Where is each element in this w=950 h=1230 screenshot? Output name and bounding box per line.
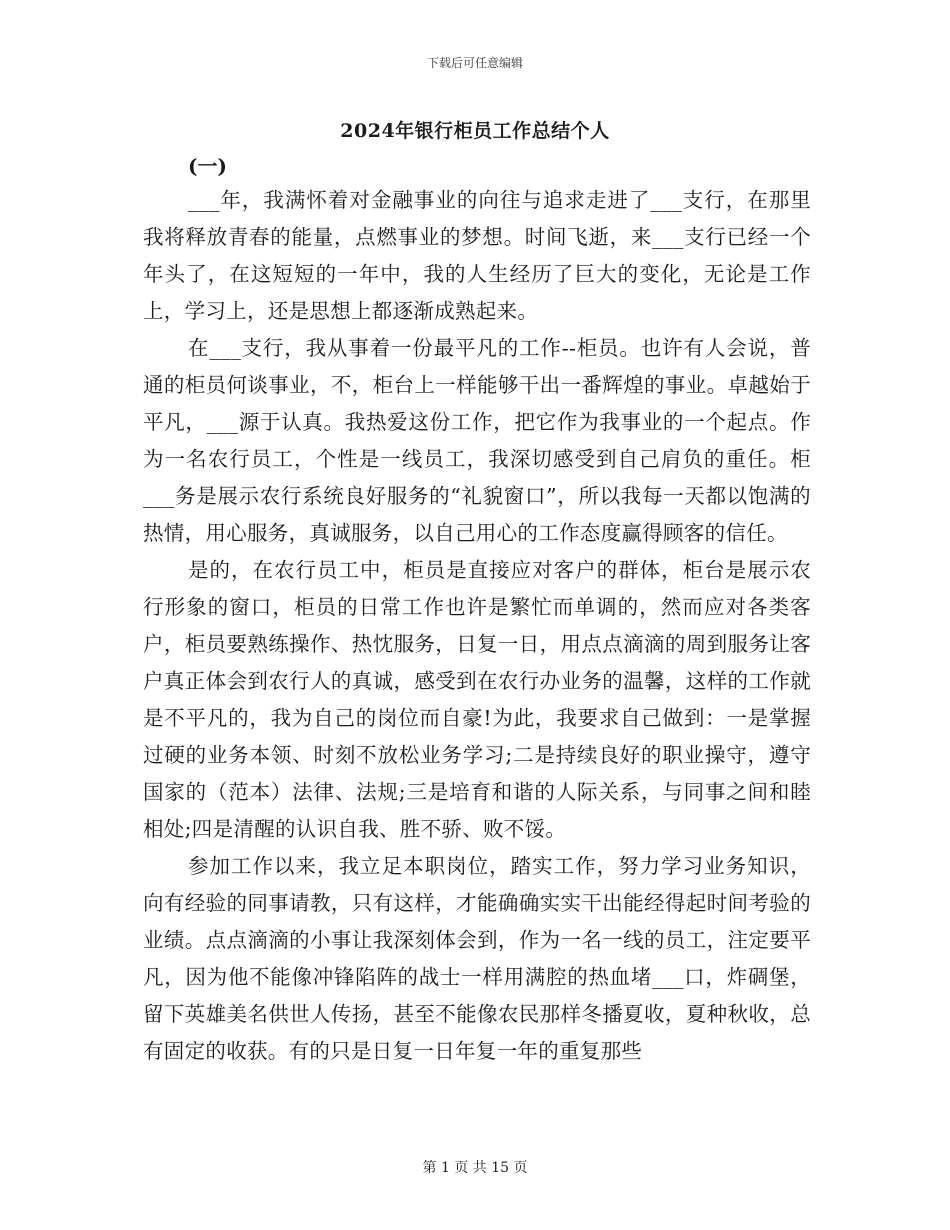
paragraph-2: 在___支行，我从事着一份最平凡的工作--柜员。也许有人会说，普通的柜员何谈事业，不，柜台上一样能够干出一番辉煌的事业。卓越始于平凡，___源于认真。我热爱这份工作，把它作为我事业的一个起点。作为一名农行员工，个性是一线员工，我深切感受到自己肩负的重任。柜___务是展示农行系统良好服务的“礼貌窗口”，所以我每一天都以饱满的热情，用心服务，真诚服务，以自己用心的工作态度赢得顾客的信任。 [143, 336, 811, 545]
paragraph-1: ___年，我满怀着对金融事业的向往与追求走进了___支行，在那里我将释放青春的能量，点燃事业的梦想。时间飞逝，来___支行已经一个年头了，在这短短的一年中，我的人生经历了巨大的变化，无论是工作上，学习上，还是思想上都逐渐成熟起来。 [143, 188, 811, 323]
document-body [143, 182, 811, 1070]
paragraph-3: 是的，在农行员工中，柜员是直接应对客户的群体，柜台是展示农行形象的窗口，柜员的日常工作也许是繁忙而单调的，然而应对各类客户，柜员要熟练操作、热忱服务，日复一日，用点点滴滴的周到服务让客户真正体会到农行人的真诚，感受到在农行办业务的温馨，这样的工作就是不平凡的，我为自己的岗位而自豪!为此，我要求自己做到：一是掌握过硬的业务本领、时刻不放松业务学习;二是持续良好的职业操守，遵守国家的（范本）法律、法规;三是培育和谐的人际关系，与同事之间和睦相处;四是清醒的认识自我、胜不骄、败不馁。 [143, 558, 811, 841]
page-number: 第 1 页 共 15 页 [422, 1160, 528, 1176]
header-note: 下载后可任意编辑 [426, 56, 523, 70]
section-label: (一) [188, 154, 227, 178]
paragraph-4: 参加工作以来，我立足本职岗位，踏实工作，努力学习业务知识，向有经验的同事请教，只有这样，才能确确实实干出能经得起时间考验的业绩。点点滴滴的小事让我深刻体会到，作为一名一线的员工，注定要平凡，因为他不能像冲锋陷阵的战士一样用满腔的热血堵___口，炸碉堡，留下英雄美名供世人传扬，甚至不能像农民那样冬播夏收，夏种秋收，总有固定的收获。有的只是日复一日年复一年的重复那些 [143, 854, 811, 1063]
document-title: 2024年银行柜员工作总结个人 [340, 120, 610, 142]
